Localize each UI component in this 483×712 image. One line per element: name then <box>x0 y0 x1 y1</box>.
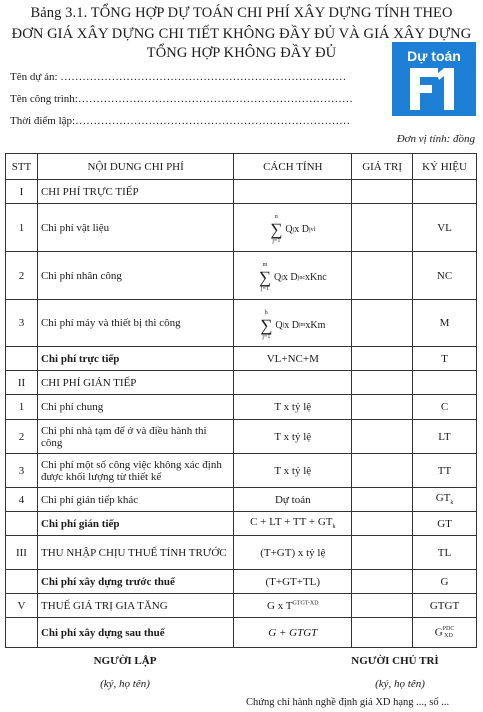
row-method: (T+GT) x tỷ lệ <box>234 536 352 570</box>
row-symbol: LT <box>413 420 477 454</box>
row-content: Chi phí nhà tạm để ở và điều hành thi công <box>37 420 233 454</box>
row-content: Chi phí xây dựng sau thuế <box>37 618 233 648</box>
table-row <box>6 180 477 204</box>
table-row <box>6 204 477 252</box>
row-value <box>352 371 413 395</box>
currency-unit: Đơn vị tính: đồng <box>396 133 475 145</box>
table-row <box>6 420 477 454</box>
row-method <box>234 180 352 204</box>
row-method: T x tỷ lệ <box>234 420 352 454</box>
header-method: CÁCH TÍNH <box>234 154 352 180</box>
row-symbol: C <box>413 395 477 420</box>
row-value <box>352 454 413 488</box>
header-stt: STT <box>6 154 38 180</box>
row-symbol <box>413 180 477 204</box>
row-content: CHI PHÍ TRỰC TIẾP <box>37 180 233 204</box>
row-symbol <box>413 371 477 395</box>
row-stt: I <box>6 180 38 204</box>
row-value <box>352 594 413 618</box>
row-symbol: NC <box>413 252 477 300</box>
document-title-line-3: TỔNG HỢP KHÔNG ĐẦY ĐỦ <box>146 45 337 61</box>
table-row <box>6 488 477 512</box>
row-value <box>352 204 413 252</box>
row-content: THUẾ GIÁ TRỊ GIA TĂNG <box>37 594 233 618</box>
row-stt: 3 <box>6 300 38 347</box>
row-value <box>352 252 413 300</box>
row-value <box>352 570 413 594</box>
row-method: T x tỷ lệ <box>234 454 352 488</box>
table-row <box>6 618 477 648</box>
table-row <box>6 371 477 395</box>
row-content: Chi phí vật liệu <box>37 204 233 252</box>
row-method: G + GTGT <box>234 618 352 648</box>
f1-logo-icon <box>406 66 462 112</box>
row-value <box>352 488 413 512</box>
row-value <box>352 347 413 371</box>
row-stt: II <box>6 371 38 395</box>
row-method-formula: h ∑ j=1 Q j x D j m xKm <box>234 300 352 347</box>
table-header-row <box>6 154 477 180</box>
row-content: THU NHẬP CHỊU THUẾ TÍNH TRƯỚC <box>37 536 233 570</box>
row-content: Chi phí chung <box>37 395 233 420</box>
row-symbol: TT <box>413 454 477 488</box>
row-method-formula: n ∑ j=1 Q j x D j vl <box>234 204 352 252</box>
row-stt <box>6 618 38 648</box>
du-toan-f1-logo <box>392 42 476 116</box>
table-row <box>6 300 477 347</box>
row-value <box>352 536 413 570</box>
row-symbol: T <box>413 347 477 371</box>
row-symbol: G <box>413 570 477 594</box>
row-symbol: VL <box>413 204 477 252</box>
row-stt <box>6 512 38 536</box>
row-symbol: GTGT <box>413 594 477 618</box>
row-stt: III <box>6 536 38 570</box>
table-row <box>6 594 477 618</box>
document-title-line-2: ĐƠN GIÁ XÂY DỰNG CHI TIẾT KHÔNG ĐẦY ĐỦ VÀ GIÁ XÂY DỰNG <box>11 26 472 42</box>
row-stt: 2 <box>6 252 38 300</box>
chief-label: NGƯỜI CHỦ TRÌ <box>351 655 439 667</box>
document-title-line-1: Bảng 3.1. TỔNG HỢP DỰ TOÁN CHI PHÍ XÂY DỰNG TÍNH THEO <box>30 5 453 21</box>
row-stt: 4 <box>6 488 38 512</box>
row-stt <box>6 570 38 594</box>
row-content: Chi phí gián tiếp <box>37 512 233 536</box>
row-value <box>352 420 413 454</box>
row-content: Chi phí một số công việc không xác định được khối lượng từ thiết kế <box>37 454 233 488</box>
row-content: Chi phí gián tiếp khác <box>37 488 233 512</box>
table-row <box>6 252 477 300</box>
row-method: T x tỷ lệ <box>234 395 352 420</box>
row-stt: 1 <box>6 204 38 252</box>
preparer-label: NGƯỜI LẬP <box>93 655 157 667</box>
row-value <box>352 395 413 420</box>
row-content: Chi phí nhân công <box>37 252 233 300</box>
row-method: Dự toán <box>234 488 352 512</box>
table-row <box>6 454 477 488</box>
table-row <box>6 347 477 371</box>
row-method-formula: m ∑ j=1 Q j x D j nc xKnc <box>234 252 352 300</box>
row-symbol: $GT_k$ <box>413 488 477 512</box>
preparer-signature-note: (ký, họ tên) <box>100 678 150 690</box>
row-method <box>234 371 352 395</box>
row-symbol: GT <box>413 512 477 536</box>
project-name-field: Tên dự án: …………………………………………………………………… <box>10 71 347 83</box>
time-field: Thời điểm lập:………………………………………………………………… <box>10 115 351 127</box>
row-stt <box>6 347 38 371</box>
cost-summary-table <box>5 153 477 648</box>
header-value: GIÁ TRỊ <box>352 154 413 180</box>
row-value <box>352 180 413 204</box>
row-method: VL+NC+M <box>234 347 352 371</box>
row-symbol: G PDC XD <box>413 618 477 648</box>
row-stt: 3 <box>6 454 38 488</box>
row-content: Chi phí xây dựng trước thuế <box>37 570 233 594</box>
row-symbol: M <box>413 300 477 347</box>
row-content: Chi phí máy và thiết bị thi công <box>37 300 233 347</box>
row-method: C + LT + TT + $GT_k$ <box>234 512 352 536</box>
row-method: (T+GT+TL) <box>234 570 352 594</box>
row-stt: V <box>6 594 38 618</box>
header-content: NỘI DUNG CHI PHÍ <box>37 154 233 180</box>
table-row <box>6 570 477 594</box>
row-stt: 2 <box>6 420 38 454</box>
header-symbol: KÝ HIỆU <box>413 154 477 180</box>
row-value <box>352 618 413 648</box>
chief-signature-note: (ký, họ tên) <box>375 678 425 690</box>
row-value <box>352 512 413 536</box>
table-row <box>6 536 477 570</box>
certificate-note: Chứng chỉ hành nghề định giá XD hạng ..., số ... <box>246 697 450 708</box>
row-content: CHI PHÍ GIÁN TIẾP <box>37 371 233 395</box>
row-value <box>352 300 413 347</box>
logo-text: Dự toán <box>407 48 461 64</box>
row-stt: 1 <box>6 395 38 420</box>
row-method: G x $T^{GTGT-XD}$ <box>234 594 352 618</box>
table-row <box>6 512 477 536</box>
row-content: Chi phí trực tiếp <box>37 347 233 371</box>
row-symbol: TL <box>413 536 477 570</box>
work-name-field: Tên công trình:………………………………………………………………… <box>10 93 353 105</box>
table-row <box>6 395 477 420</box>
